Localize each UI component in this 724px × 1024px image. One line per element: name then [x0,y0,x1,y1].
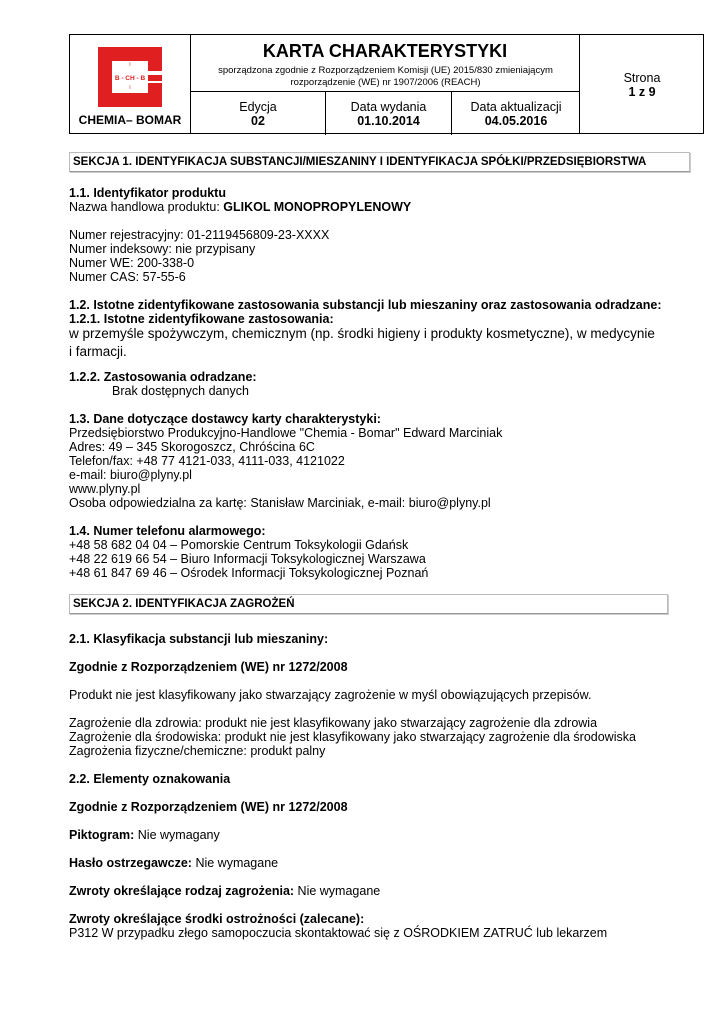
emergency-phone-3: +48 61 847 69 46 – Ośrodek Informacji Toksykologicznej Poznań [69,566,429,580]
regulation-ref-1: Zgodnie z Rozporządzeniem (WE) nr 1272/2008 [69,660,348,674]
document-title: KARTA CHARAKTERYSTYKI [262,41,508,61]
logo-letters-mid: B - CH - B [114,75,146,82]
pictogram-line: Piktogram: Nie wymagany [69,828,220,842]
we-number: Numer WE: 200-338-0 [69,256,195,270]
trade-name-value: GLIKOL MONOPROPYLENOWY [223,200,412,214]
document-subtitle: sporządzona zgodnie z Rozporządzeniem Komisji (UE) 2015/830 zmieniającym rozporządzenie (WE) nr 1907/2006 (REACH) [218,65,553,88]
title-cell [191,35,580,134]
update-date-value: 04.05.2016 [484,114,548,128]
logo-cell [70,35,191,134]
regulation-ref-2: Zgodnie z Rozporządzeniem (WE) nr 1272/2008 [69,800,348,814]
logo-graphic [98,47,162,107]
logo-letter-bottom: B [127,97,133,104]
svg-text:I: I [129,85,131,91]
svg-text:I: I [129,62,131,68]
issue-date-value: 01.10.2014 [357,114,420,128]
heading-1-3: 1.3. Dane dotyczące dostawcy karty charakterystyki: [69,412,381,426]
issue-date-cell: Data wydania 01.10.2014 [326,92,452,135]
index-number: Numer indeksowy: nie przypisany [69,242,256,256]
precautionary-p312: P312 W przypadku złego samopoczucia skontaktować się z OŚRODKIEM ZATRUĆ lub lekarzem [69,926,608,940]
company-logo [98,47,162,107]
supplier-phone: Telefon/fax: +48 77 4121-033, 4111-033, 4121022 [69,454,345,468]
heading-2-1: 2.1. Klasyfikacja substancji lub mieszaniny: [69,632,329,646]
heading-1-2-1: 1.2.1. Istotne zidentyfikowane zastosowania: [69,312,334,326]
emergency-phone-2: +48 22 619 66 54 – Biuro Informacji Toksykologicznej Warszawa [69,552,426,566]
environment-hazard: Zagrożenie dla środowiska: produkt nie jest klasyfikowany jako stwarzający zagrożenie dla środowiska [69,730,636,744]
document-header [69,34,704,134]
page-cell [580,35,704,134]
page-number: 1 z 9 [628,85,656,99]
signal-word-line: Hasło ostrzegawcze: Nie wymagane [69,856,279,870]
heading-1-2-2: 1.2.2. Zastosowania odradzane: [69,370,257,384]
page-indicator: Strona 1 z 9 [580,71,704,99]
meta-row [191,91,580,135]
not-classified-text: Produkt nie jest klasyfikowany jako stwarzający zagrożenie w myśl obowiązujących przepisów. [69,688,592,702]
cas-number: Numer CAS: 57-55-6 [69,270,186,284]
identified-uses: w przemyśle spożywczym, chemicznym (np. środki higieny i produkty kosmetyczne), w medycynie i farmacji. [69,326,655,359]
edition-value: 02 [251,114,265,128]
advised-against-text: Brak dostępnych danych [112,384,249,398]
heading-1-2: 1.2. Istotne zidentyfikowane zastosowania substancji lub mieszaniny oraz zastosowania odradzane: [69,298,662,312]
section-2-heading: SEKCJA 2. IDENTYFIKACJA ZAGROŻEŃ [69,594,668,614]
supplier-email: e-mail: biuro@plyny.pl [69,468,192,482]
heading-2-2: 2.2. Elementy oznakowania [69,772,231,786]
supplier-address: Adres: 49 – 345 Skorogoszcz, Chróścina 6C [69,440,315,454]
emergency-phone-1: +48 58 682 04 04 – Pomorskie Centrum Toksykologii Gdańsk [69,538,409,552]
supplier-name: Przedsiębiorstwo Produkcyjno-Handlowe "Chemia - Bomar" Edward Marciniak [69,426,503,440]
health-hazard: Zagrożenie dla zdrowia: produkt nie jest klasyfikowany jako stwarzający zagrożenie dla zdrowia [69,716,598,730]
hazard-statements-line: Zwroty określające rodzaj zagrożenia: Nie wymagane [69,884,381,898]
edition-cell: Edycja 02 [191,92,326,135]
heading-1-1: 1.1. Identyfikator produktu [69,186,226,200]
trade-name-line: Nazwa handlowa produktu: GLIKOL MONOPROPYLENOWY [69,200,412,214]
company-name: CHEMIA– BOMAR [78,113,182,127]
update-date-cell: Data aktualizacji 04.05.2016 [452,92,580,135]
logo-letter-top: B [127,51,133,58]
precautionary-heading: Zwroty określające środki ostrożności (zalecane): [69,912,365,926]
section-1-heading: SEKCJA 1. IDENTYFIKACJA SUBSTANCJI/MIESZANINY I IDENTYFIKACJA SPÓŁKI/PRZEDSIĘBIORSTWA [69,152,690,172]
physical-hazard: Zagrożenia fizyczne/chemiczne: produkt palny [69,744,326,758]
registration-number: Numer rejestracyjny: 01-2119456809-23-XXXX [69,228,330,242]
heading-1-4: 1.4. Numer telefonu alarmowego: [69,524,266,538]
supplier-website: www.plyny.pl [69,482,141,496]
responsible-person: Osoba odpowiedzialna za kartę: Stanisław Marciniak, e-mail: biuro@plyny.pl [69,496,491,510]
